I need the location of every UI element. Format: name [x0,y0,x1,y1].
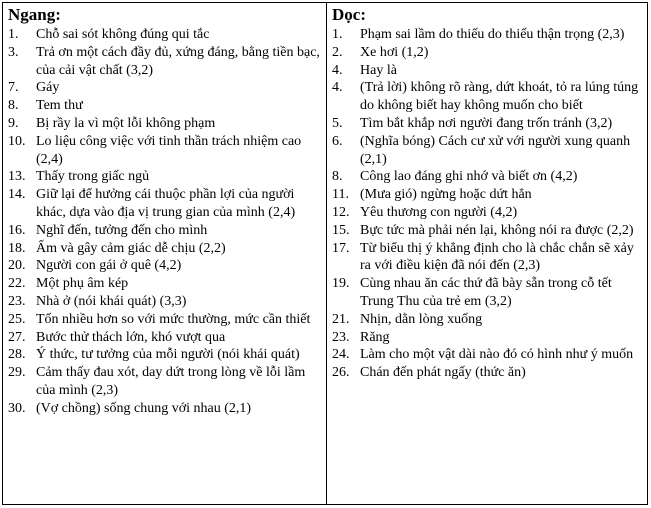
clue-number: 12. [332,204,350,220]
clue-number: 23. [8,293,26,309]
clue-number: 26. [332,365,350,381]
down-heading: Dọc: [332,5,366,24]
clue-number: 2. [332,44,343,60]
crossword-clue-table [2,2,648,505]
clue-number: 8. [8,98,19,114]
clue-item [8,44,321,80]
clue-number: 4. [332,62,343,78]
clue-item [8,257,321,275]
clue-text: Một phụ âm kép [36,276,129,292]
clue-item [332,311,642,329]
clue-text: Nhịn, dằn lòng xuống [360,311,483,327]
clue-number: 10. [8,133,26,149]
clue-item [332,364,642,382]
clue-number: 20. [8,258,26,274]
down-clue-list [332,26,642,382]
clue-number: 7. [8,80,19,96]
clue-text: Phạm sai lầm do thiếu do thiếu thận trọng (2,3) [360,27,625,42]
clue-text: Răng [360,329,390,345]
clue-item [332,275,642,311]
clue-number: 30. [8,400,26,416]
clue-item [8,186,321,222]
clue-number: 16. [8,222,26,238]
clue-item [332,168,642,186]
clue-text: Nhà ở (nói khái quát) (3,3) [36,293,187,309]
clue-text: Tốn nhiều hơn so với mức thường, mức cần thiết [36,311,311,327]
clue-item [332,186,642,204]
clue-number: 8. [332,169,343,185]
clue-text: Người con gái ở quê (4,2) [36,258,182,274]
clue-text: Công lao đáng ghi nhớ và biết ơn (4,2) [360,169,578,185]
clue-item [332,204,642,222]
clue-text: Tem thư [36,98,83,114]
clue-text: Trả ơn một cách đầy đủ, xứng đáng, bằng tiền bạc, của cải vật chất (3,2) [36,44,320,78]
clue-number: 14. [8,187,26,203]
clue-number: 3. [8,44,19,60]
across-column [3,3,327,504]
clue-number: 13. [8,169,26,185]
clue-text: Bực tức mà phải nén lại, không nói ra được (2,2) [360,222,634,238]
clue-number: 17. [332,240,350,256]
clue-item [8,168,321,186]
clue-number: 29. [8,365,26,381]
clue-item [332,62,642,80]
across-heading: Ngang: [8,5,61,24]
clue-item [332,346,642,364]
clue-text: (Vợ chồng) sống chung với nhau (2,1) [36,400,252,416]
clue-number: 24. [332,347,350,363]
clue-item [8,311,321,329]
clue-item [8,240,321,258]
clue-item [8,222,321,240]
clue-text: Làm cho một vật dài nào đó có hình như ý muốn [360,347,634,363]
clue-item [8,275,321,293]
clue-text: Gáy [36,80,60,96]
clue-text: Từ biểu thị ý khẳng định cho là chắc chắn sẽ xảy ra với điều kiện đã nói đến (2,3) [360,240,634,274]
clue-text: Tìm bắt khắp nơi người đang trốn tránh (3,2) [360,115,613,131]
clue-item [8,400,321,418]
clue-text: Giữ lại để hưởng cái thuộc phần lợi của người khác, dựa vào địa vị trung gian của mình (2,4) [36,187,296,220]
clue-number: 9. [8,115,19,131]
down-column [327,3,647,504]
clue-text: (Mưa gió) ngừng hoặc dứt hẳn [360,187,532,203]
clue-text: Bước thử thách lớn, khó vượt qua [36,329,226,345]
clue-item [8,364,321,400]
clue-number: 27. [8,329,26,345]
clue-text: Nghĩ đến, tưởng đến cho mình [36,222,208,238]
clue-number: 1. [332,27,343,42]
clue-text: Chán đến phát ngấy (thức ăn) [360,365,526,381]
clue-text: (Nghĩa bóng) Cách cư xử với người xung quanh (2,1) [360,133,631,167]
clue-text: Cảm thấy đau xót, day dứt trong lòng về lỗi lầm của mình (2,3) [36,365,306,398]
clue-item [8,79,321,97]
clue-item [332,44,642,62]
clue-text: Ấm và gây cảm giác dễ chịu (2,2) [36,240,226,256]
clue-text: (Trả lời) không rõ ràng, dứt khoát, tỏ ra lúng túng do không biết hay không muốn cho biết [360,80,639,114]
clue-text: Bị rầy la vì một lỗi không phạm [36,115,216,131]
clue-item [8,26,321,44]
clue-number: 18. [8,240,26,256]
clue-item [332,329,642,347]
clue-number: 15. [332,222,350,238]
clue-item [8,346,321,364]
clue-number: 19. [332,276,350,292]
clue-number: 11. [332,187,349,203]
clue-number: 21. [332,311,350,327]
clue-text: Lo liệu công việc với tinh thần trách nhiệm cao (2,4) [36,133,302,167]
clue-item [8,133,321,169]
clue-number: 25. [8,311,26,327]
clue-text: Hay là [360,62,397,78]
clue-item [332,133,642,169]
clue-text: Ý thức, tư tưởng của mỗi người (nói khái quát) [36,347,300,363]
clue-text: Yêu thương con người (4,2) [360,204,518,220]
clue-item [8,97,321,115]
clue-number: 23. [332,329,350,345]
clue-number: 4. [332,80,343,96]
clue-item [332,26,642,44]
clue-number: 22. [8,276,26,292]
clue-text: Xe hơi (1,2) [360,44,429,60]
clue-item [332,79,642,115]
clue-text: Cùng nhau ăn các thứ đã bày sẵn trong cỗ tết Trung Thu của trẻ em (3,2) [360,276,612,309]
clue-item [8,293,321,311]
clue-text: Chỗ sai sót không đúng qui tắc [36,27,210,42]
clue-item [332,222,642,240]
clue-number: 6. [332,133,343,149]
clue-item [8,329,321,347]
clue-item [8,115,321,133]
clue-text: Thấy trong giấc ngủ [36,169,150,185]
clue-item [332,115,642,133]
clue-item [332,240,642,276]
clue-number: 1. [8,27,19,42]
clue-number: 5. [332,115,343,131]
across-clue-list [8,26,321,418]
clue-number: 28. [8,347,26,363]
